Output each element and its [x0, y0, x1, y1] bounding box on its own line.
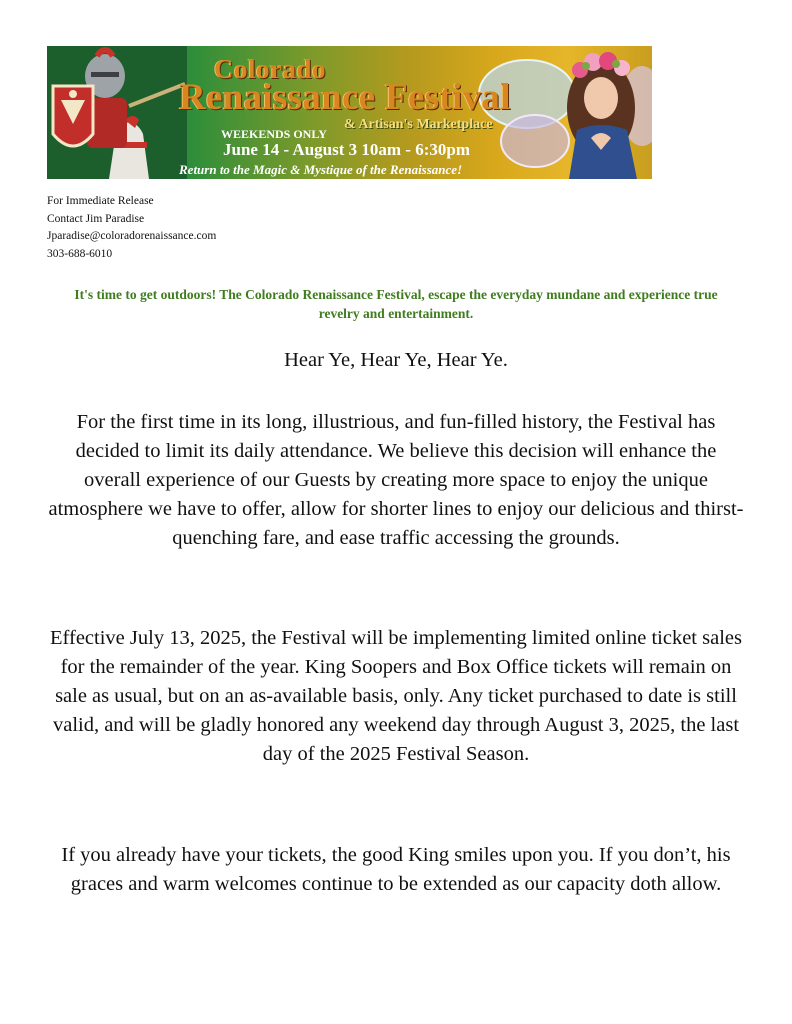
banner-subtitle: & Artisan's Marketplace	[344, 117, 493, 132]
banner-weekends: WEEKENDS ONLY	[221, 127, 327, 141]
banner-title-line1: Colorado	[214, 54, 326, 84]
banner-title-line2: Renaissance Festival	[179, 77, 511, 118]
contact-phone: 303-688-6010	[47, 247, 113, 260]
release-line: For Immediate Release	[47, 195, 154, 207]
banner-dates: June 14 - August 3 10am - 6:30pm	[223, 140, 470, 159]
paragraph-1: For the first time in its long, illustrious, and fun-filled history, the Festival has decided to limit its daily attendance. We believe this decision will enhance the overall experience of our Guests by creating more space to enjoy the unique atmosphere we have to offer, allow for shorter lines to enjoy our delicious and thirst-quenching fare, and ease traffic accessing the grounds.	[48, 411, 744, 549]
salutation: Hear Ye, Hear Ye, Hear Ye.	[284, 349, 508, 371]
release-info	[47, 193, 216, 263]
lead-paragraph: It's time to get outdoors! The Colorado Renaissance Festival, escape the everyday mundane and experience true revelry and entertainment.	[74, 287, 718, 321]
banner-tagline: Return to the Magic & Mystique of the Renaissance!	[179, 162, 463, 177]
contact-email: Jparadise@coloradorenaissance.com	[47, 230, 217, 242]
knight-shield-illustration	[47, 46, 187, 179]
festival-banner	[47, 46, 652, 179]
paragraph-2: Effective July 13, 2025, the Festival will be implementing limited online ticket sales for the remainder of the year. King Soopers and Box Office tickets will remain on sale as usual, but on an as-available basis, only. Any ticket purchased to date is still valid, and will be gladly honored any weekend day through August 3, 2025, the last day of the 2025 Festival Season.	[50, 627, 742, 765]
contact-line: Contact Jim Paradise	[47, 212, 145, 225]
paragraph-3: If you already have your tickets, the good King smiles upon you. If you don’t, his graces and warm welcomes continue to be extended as our capacity doth allow.	[61, 844, 731, 895]
